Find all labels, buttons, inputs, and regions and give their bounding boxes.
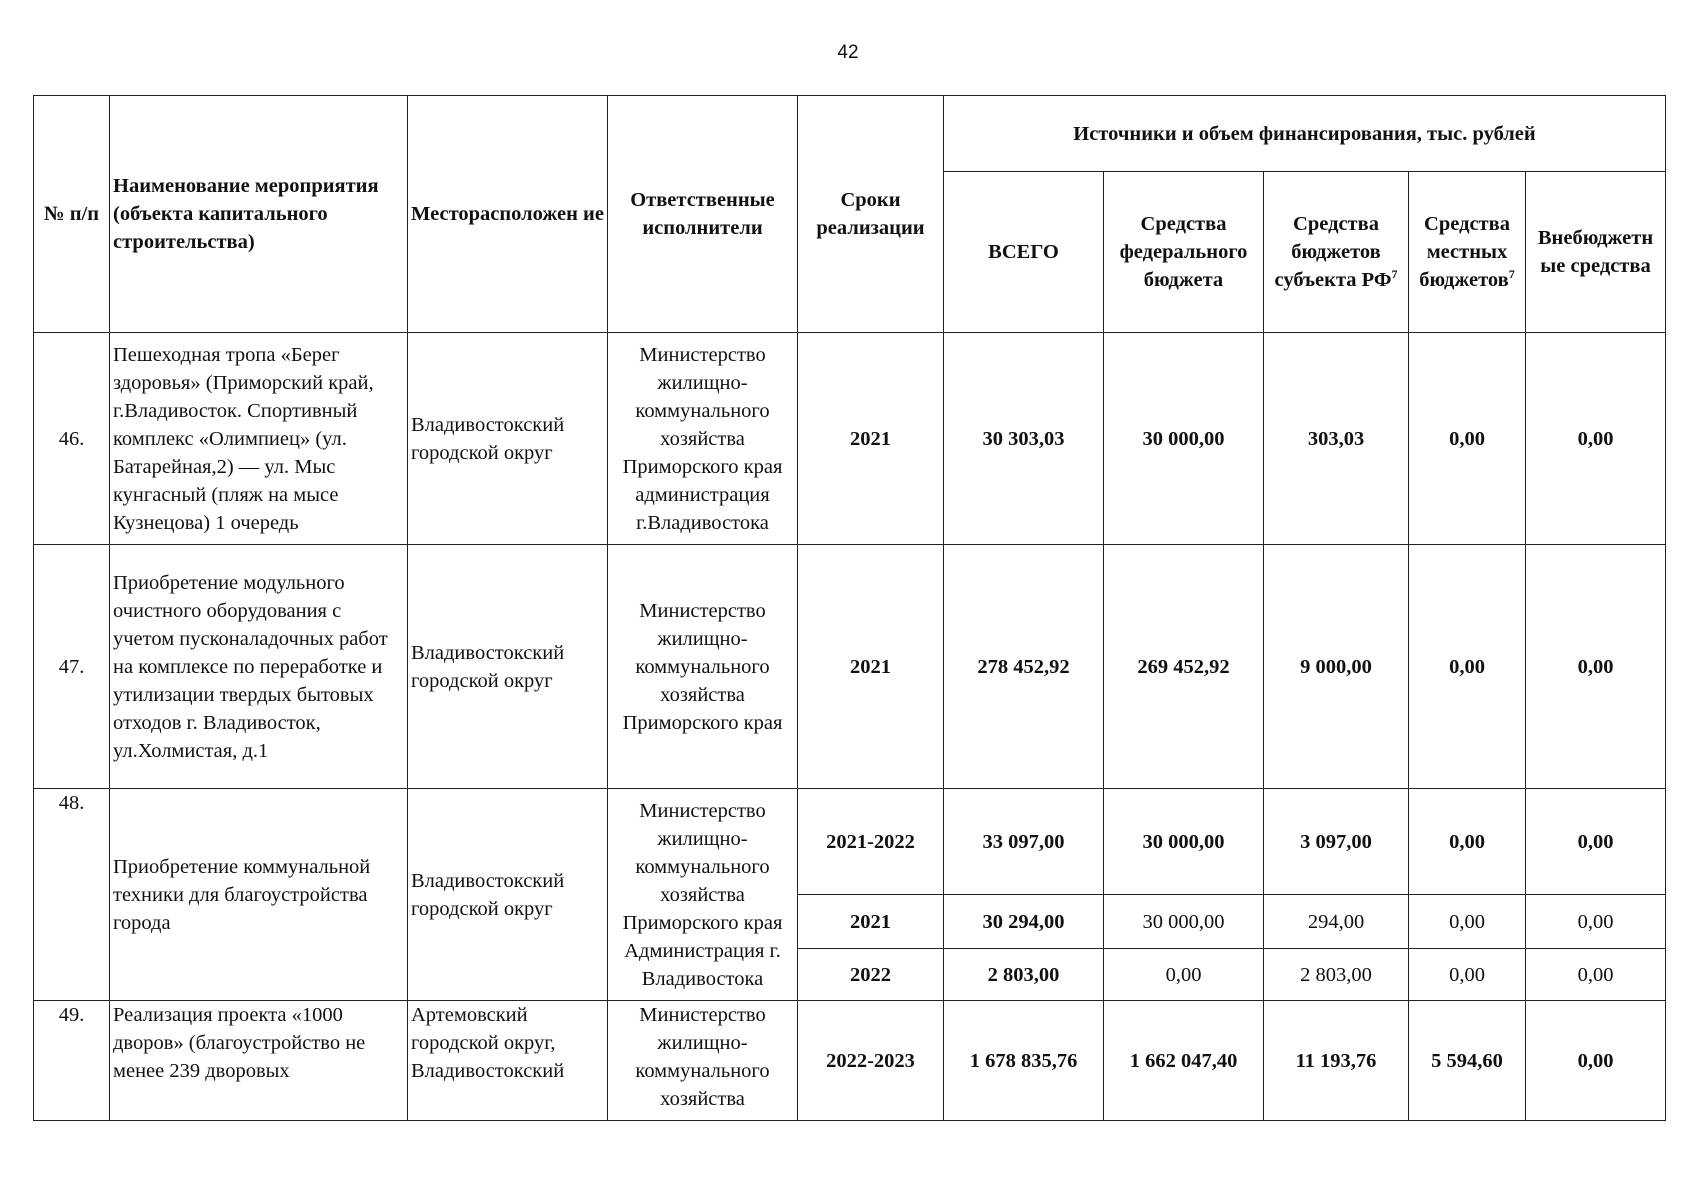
- local: 0,00: [1409, 949, 1526, 1001]
- header-local: Средства местных бюджетов$^7$: [1409, 172, 1526, 333]
- table-row: [34, 789, 1666, 895]
- event-name: Приобретение коммунальной техники для благоустройства города: [110, 789, 408, 1001]
- subject: 11 193,76: [1264, 1001, 1409, 1121]
- header-name: Наименование мероприятия (объекта капитального строительства): [110, 96, 408, 333]
- federal: 1 662 047,40: [1104, 1001, 1264, 1121]
- extra: 0,00: [1526, 333, 1666, 545]
- header-num: № п/п: [34, 96, 110, 333]
- header-responsible: Ответственные исполнители: [608, 96, 798, 333]
- header-terms: Сроки реализации: [798, 96, 944, 333]
- responsible: Министерство жилищно-коммунального хозяйства: [608, 1001, 798, 1121]
- header-subject: Средства бюджетов субъекта $РФ^7$: [1264, 172, 1409, 333]
- extra: 0,00: [1526, 545, 1666, 789]
- extra: 0,00: [1526, 895, 1666, 949]
- responsible: Министерство жилищно-коммунального хозяйства Приморского края: [608, 545, 798, 789]
- header-financing: Источники и объем финансирования, тыс. рублей: [944, 96, 1666, 172]
- extra: 0,00: [1526, 789, 1666, 895]
- subject: 3 097,00: [1264, 789, 1409, 895]
- total: 30 303,03: [944, 333, 1104, 545]
- total: 30 294,00: [944, 895, 1104, 949]
- federal: 30 000,00: [1104, 895, 1264, 949]
- total: 278 452,92: [944, 545, 1104, 789]
- header-location: Месторасположен ие: [408, 96, 608, 333]
- header-total: ВСЕГО: [944, 172, 1104, 333]
- federal: 30 000,00: [1104, 333, 1264, 545]
- extra: 0,00: [1526, 949, 1666, 1001]
- event-name: Приобретение модульного очистного оборудования с учетом пусконаладочных работ на комплексе по переработке и утилизации твердых бытовых отходов г. Владивосток, ул.Холмистая, д.1: [110, 545, 408, 789]
- subject: 2 803,00: [1264, 949, 1409, 1001]
- extra: 0,00: [1526, 1001, 1666, 1121]
- term: 2022-2023: [798, 1001, 944, 1121]
- table-row: [34, 333, 1666, 545]
- total: 2 803,00: [944, 949, 1104, 1001]
- local: 5 594,60: [1409, 1001, 1526, 1121]
- term: 2021: [798, 895, 944, 949]
- local: 0,00: [1409, 333, 1526, 545]
- subject: 9 000,00: [1264, 545, 1409, 789]
- total: 33 097,00: [944, 789, 1104, 895]
- location: Владивостокский городской округ: [408, 545, 608, 789]
- term: 2021: [798, 545, 944, 789]
- financing-table: [33, 95, 1666, 1121]
- responsible: Министерство жилищно-коммунального хозяйства Приморского края Администрация г. Владивостока: [608, 789, 798, 1001]
- local: 0,00: [1409, 789, 1526, 895]
- header-federal: Средства федерального бюджета: [1104, 172, 1264, 333]
- federal: 0,00: [1104, 949, 1264, 1001]
- term: 2022: [798, 949, 944, 1001]
- event-name: Пешеходная тропа «Берег здоровья» (Приморский край, г.Владивосток. Спортивный комплекс «Олимпиец» (ул. Батарейная,2) — ул. Мыс кунгасный (пляж на мысе Кузнецова) 1 очередь: [110, 333, 408, 545]
- subject: 303,03: [1264, 333, 1409, 545]
- total: 1 678 835,76: [944, 1001, 1104, 1121]
- term: 2021: [798, 333, 944, 545]
- location: Владивостокский городской округ: [408, 333, 608, 545]
- term: 2021-2022: [798, 789, 944, 895]
- footnote-mark: 7: [1508, 267, 1515, 282]
- local: 0,00: [1409, 895, 1526, 949]
- header-row-1: [34, 96, 1666, 172]
- local: 0,00: [1409, 545, 1526, 789]
- row-number: 47.: [34, 545, 110, 789]
- table-row: [34, 1001, 1666, 1121]
- page-number: 42: [837, 42, 859, 63]
- responsible: Министерство жилищно-коммунального хозяйства Приморского края администрация г.Владивостока: [608, 333, 798, 545]
- row-number: 49.: [34, 1001, 110, 1121]
- location: Владивостокский городской округ: [408, 789, 608, 1001]
- event-name: Реализация проекта «1000 дворов» (благоустройство не менее 239 дворовых: [110, 1001, 408, 1121]
- federal: 30 000,00: [1104, 789, 1264, 895]
- footnote-mark: 7: [1391, 267, 1398, 282]
- row-number: 46.: [34, 333, 110, 545]
- federal: 269 452,92: [1104, 545, 1264, 789]
- header-extra: Внебюджетн ые средства: [1526, 172, 1666, 333]
- row-number: 48.: [34, 789, 110, 1001]
- table-row: [34, 545, 1666, 789]
- location: Артемовский городской округ, Владивостокский: [408, 1001, 608, 1121]
- subject: 294,00: [1264, 895, 1409, 949]
